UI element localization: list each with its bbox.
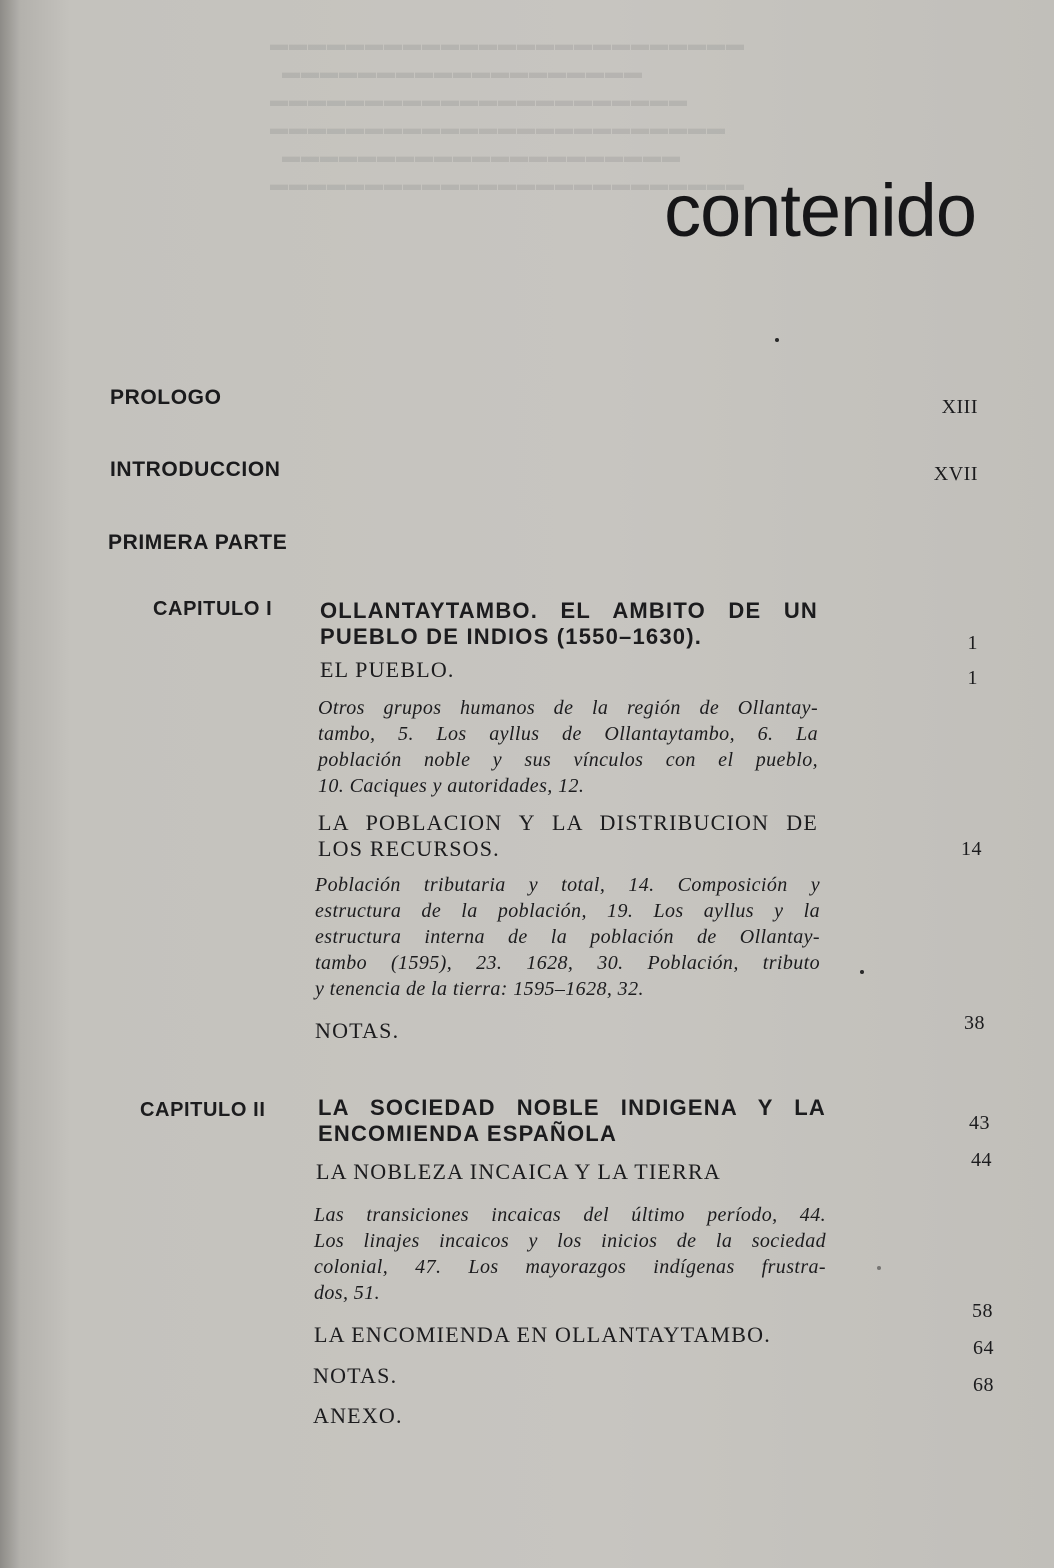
page-number: 68 [973,1374,994,1396]
chapter-title-line: OLLANTAYTAMBO. EL AMBITO DE UN [320,598,818,623]
section-heading [318,810,818,862]
chapter-title-line: ENCOMIENDA ESPAÑOLA [318,1121,618,1146]
chapter-title-line: PUEBLO DE INDIOS (1550–1630). [320,624,703,649]
page-number: 58 [972,1300,993,1322]
description-line: Población tributaria y total, 14. Composición y [315,874,820,896]
part-heading: PRIMERA PARTE [108,531,288,554]
description-line: estructura de la población, 19. Los ayllus y la [315,900,820,922]
description-line: estructura interna de la población de Ollantay- [315,926,820,948]
page-number: 14 [961,838,982,860]
page-number: 43 [969,1112,990,1134]
paper-speck [775,338,779,342]
section-heading-line: ANEXO. [313,1403,403,1428]
page-title: contenido [664,169,976,252]
section-description [318,695,818,799]
section-heading [314,1322,819,1348]
section-heading-line: LOS RECURSOS. [318,836,500,861]
page-number: 38 [964,1012,985,1034]
page-number: 1 [967,667,978,689]
page-number: 64 [973,1337,994,1359]
section-description [314,1202,826,1306]
section-description [315,872,820,1002]
section-heading-line: LA NOBLEZA INCAICA Y LA TIERRA [316,1159,721,1184]
description-line: y tenencia de la tierra: 1595–1628, 32. [315,978,644,1000]
description-line: tambo, 5. Los ayllus de Ollantaytambo, 6. La [318,723,818,745]
paper-speck [860,970,864,974]
section-heading [315,1018,820,1044]
section-heading-line: EL PUEBLO. [320,657,455,682]
section-heading [313,1403,818,1429]
toc-introduccion: INTRODUCCION [110,458,281,481]
chapter-label: CAPITULO II [140,1099,266,1121]
page-number: XIII [941,396,978,418]
section-heading [313,1363,818,1389]
section-heading-line: LA POBLACION Y LA DISTRIBUCION DE [318,810,818,835]
description-line: Las transiciones incaicas del último período, 44. [314,1204,826,1226]
description-line: Otros grupos humanos de la región de Ollantay- [318,697,818,719]
bleed-through: ▬▬▬▬▬▬▬▬▬▬▬▬▬▬▬▬▬▬▬▬▬▬▬▬▬ ▬▬▬▬▬▬▬▬▬▬▬▬▬▬▬▬▬▬▬ ▬▬▬▬▬▬▬▬▬▬▬▬▬▬▬▬▬▬▬▬▬▬ ▬▬▬▬▬▬▬▬▬▬▬▬▬▬▬▬▬▬▬▬▬▬▬▬ ▬▬▬▬▬▬▬▬▬▬▬▬▬▬▬▬▬▬▬▬▬ ▬▬▬▬▬▬▬▬▬▬▬▬▬▬▬▬▬▬▬▬▬▬▬▬▬ [270,34,745,194]
description-line: tambo (1595), 23. 1628, 30. Población, tributo [315,952,820,974]
description-line: población noble y sus vínculos con el pueblo, [318,749,818,771]
chapter-title [318,1095,826,1147]
page-number: 1 [967,632,978,654]
page-number: XVII [933,463,978,485]
description-line: dos, 51. [314,1282,380,1304]
section-heading-line: LA ENCOMIENDA EN OLLANTAYTAMBO. [314,1322,771,1347]
chapter-title [320,598,818,650]
chapter-label: CAPITULO I [153,598,273,620]
section-heading-line: NOTAS. [313,1363,398,1388]
description-line: 10. Caciques y autoridades, 12. [318,775,585,797]
description-line: Los linajes incaicos y los inicios de la sociedad [314,1230,826,1252]
description-line: colonial, 47. Los mayorazgos indígenas frustra- [314,1256,826,1278]
chapter-title-line: LA SOCIEDAD NOBLE INDIGENA Y LA [318,1095,826,1120]
section-heading [320,657,825,683]
section-heading-line: NOTAS. [315,1018,400,1043]
toc-prologo: PROLOGO [110,386,222,409]
paper-speck [877,1266,881,1270]
section-heading [316,1159,821,1185]
page-number: 44 [971,1149,992,1171]
